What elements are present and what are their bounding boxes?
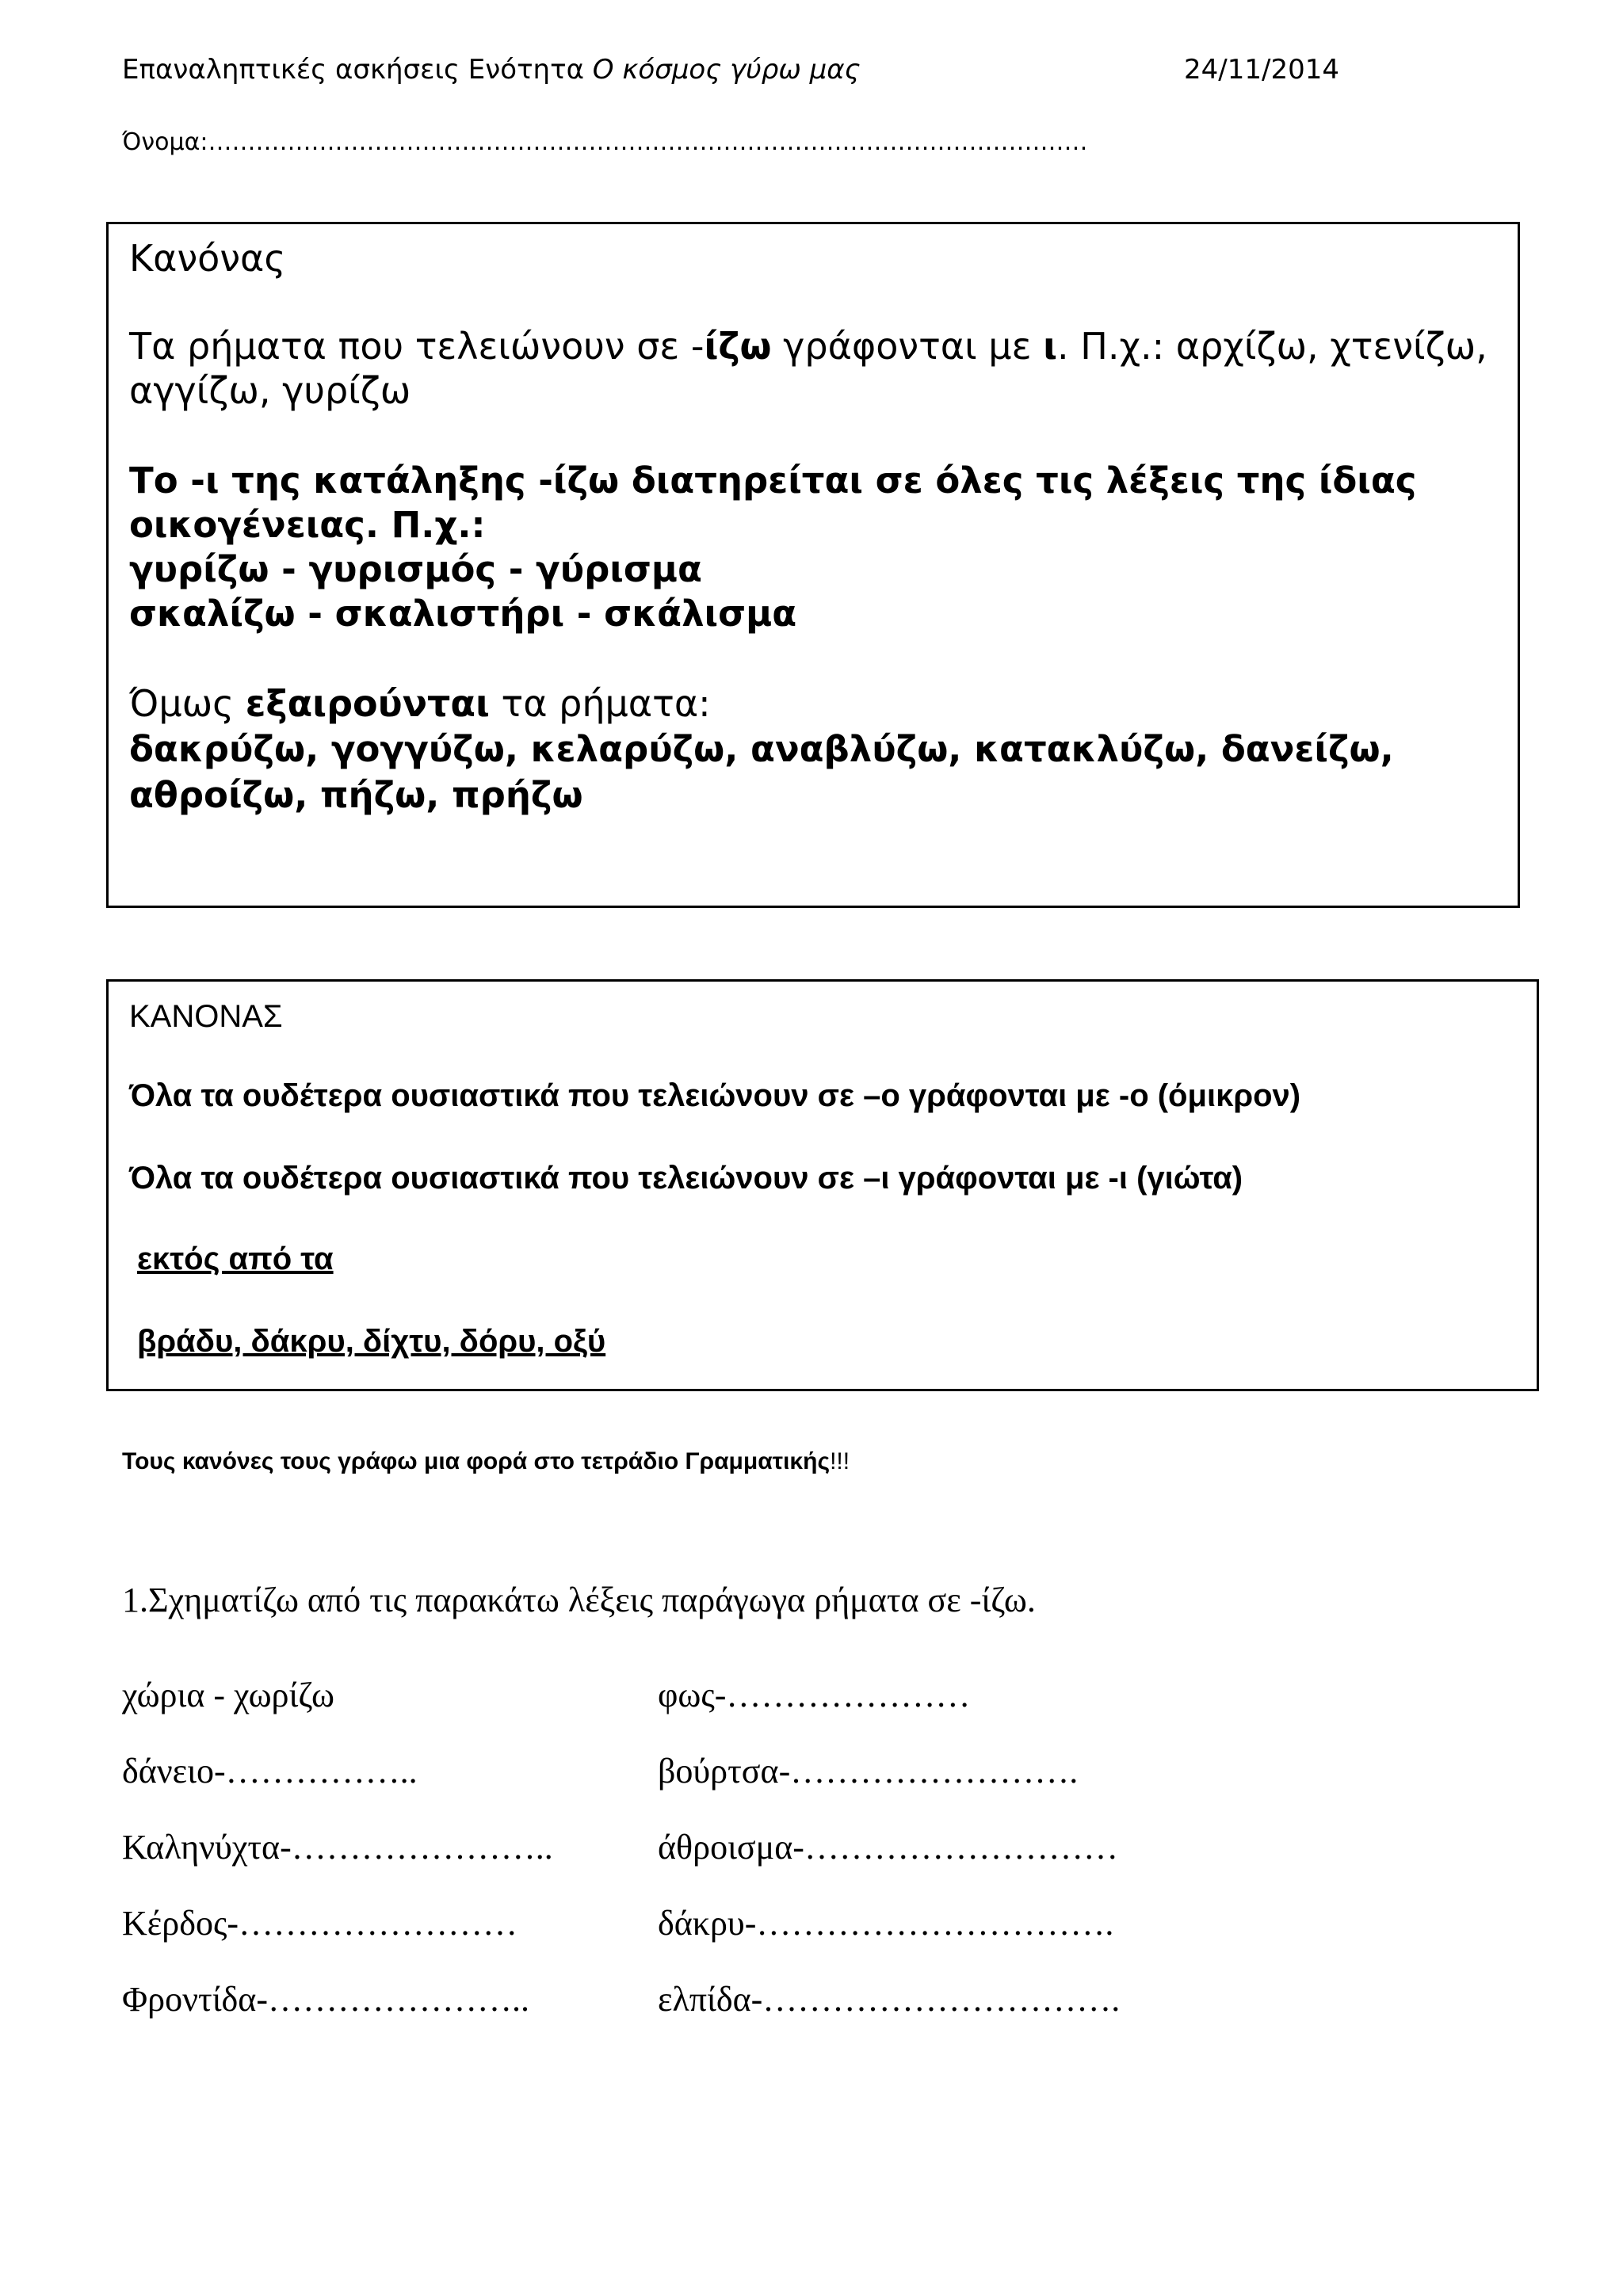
rule-iz-statement xyxy=(129,324,1500,413)
rule-iz-family-example-2: σκαλίζω - σκαλιστήρι - σκάλισμα xyxy=(129,593,797,635)
rule-neuter-exception-words: βράδυ, δάκρυ, δίχτυ, δόρυ, οξύ xyxy=(137,1324,606,1359)
exercise-left-item: χώρια - χωρίζω xyxy=(122,1676,334,1714)
rule-iz-family-example-1: γυρίζω - γυρισμός - γύρισμα xyxy=(129,548,702,590)
rule-box-iz-title: Κανόνας xyxy=(129,237,286,280)
exercise-title: 1.Σχηματίζω από τις παρακάτω λέξεις παράγωγα ρήματα σε -ίζω. xyxy=(122,1581,1036,1619)
rule-iz-text-c: γράφονται με xyxy=(771,325,1044,368)
exercise-right-item: ελπίδα-…………………………. xyxy=(658,1980,1121,2019)
rule-neuter-except-label: εκτός από τα xyxy=(137,1241,334,1276)
name-line: Όνομα:………………………………………………………………………………………………… xyxy=(122,128,1088,156)
except-text-a: Όμως xyxy=(129,682,246,725)
rule-box-iz xyxy=(106,222,1520,908)
rule-box-neuter-title: ΚΑΝΟΝΑΣ xyxy=(129,999,283,1034)
exercise-left-item: Φροντίδα-………………….. xyxy=(122,1980,529,2019)
rule-neuter-i: Όλα τα ουδέτερα ουσιαστικά που τελειώνουν σε –ι γράφονται με -ι (γιώτα) xyxy=(129,1161,1243,1196)
rule-iz-exception-verbs: δακρύζω, γογγύζω, κελαρύζω, αναβλύζω, κατακλύζω, δανείζω, αθροίζω, πήζω, πρήζω xyxy=(129,728,1394,816)
worksheet-title xyxy=(122,54,861,86)
note-exclaim: !!! xyxy=(830,1448,850,1474)
exercise-left-item: Κέρδος-…………………… xyxy=(122,1904,518,1943)
exercise-right-item: φως-………………… xyxy=(658,1676,971,1714)
exercise-left-item: δάνειο-…………….. xyxy=(122,1752,418,1791)
except-text-c: τα ρήματα: xyxy=(489,682,711,725)
notebook-note xyxy=(122,1448,850,1475)
worksheet-date: 24/11/2014 xyxy=(1184,54,1339,86)
rule-iz-family xyxy=(129,459,1500,636)
exercise-right-item: βούρτσα-……………………. xyxy=(658,1752,1079,1791)
except-text-b: εξαιρούνται xyxy=(245,682,490,725)
rule-iz-examples: . Π.χ.: αρχίζω, χτενίζω, αγγίζω, γυρίζω xyxy=(129,325,1487,412)
unit-name: Ο κόσμος γύρω μας xyxy=(592,54,861,86)
note-bold: Τους κανόνες τους γράφω μια φορά στο τετράδιο Γραμματικής xyxy=(122,1448,831,1474)
rule-iz-ending: ίζω xyxy=(704,325,772,368)
rule-iz-letter: ι xyxy=(1043,325,1057,368)
title-prefix: Επαναληπτικές ασκήσεις Ενότητα xyxy=(122,54,593,86)
rule-iz-exceptions-intro xyxy=(129,682,1500,725)
exercise-left-item: Καληνύχτα-………………….. xyxy=(122,1828,553,1867)
rule-iz-text-a: Τα ρήματα που τελειώνουν σε - xyxy=(129,325,705,368)
exercise-right-item: άθροισμα-……………………… xyxy=(658,1828,1118,1867)
rule-box-neuter xyxy=(106,979,1539,1391)
rule-iz-family-text: Το -ι της κατάληξης -ίζω διατηρείται σε όλες τις λέξεις της ίδιας οικογένειας. Π.χ.: xyxy=(129,460,1417,546)
exercise-right-item: δάκρυ-…………………………. xyxy=(658,1904,1114,1943)
rule-neuter-o: Όλα τα ουδέτερα ουσιαστικά που τελειώνουν σε –ο γράφονται με -ο (όμικρον) xyxy=(129,1078,1301,1113)
